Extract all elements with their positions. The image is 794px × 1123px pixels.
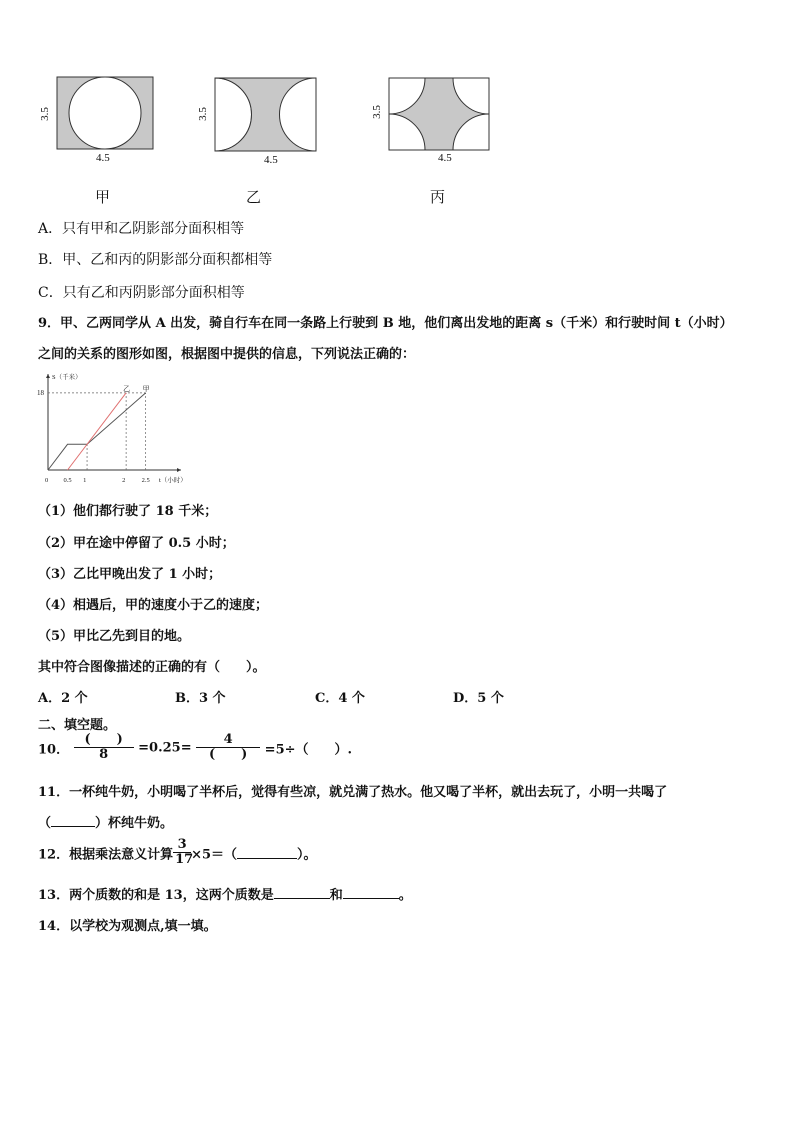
q12-post: ）。 xyxy=(297,847,317,863)
q9-option-a: A．2 个 xyxy=(38,691,88,706)
section-2-title: 二、填空题。 xyxy=(38,718,117,733)
figure-bing xyxy=(372,72,502,176)
q13-prefix: 13．两个质数的和是 13，这两个质数是 xyxy=(38,888,274,903)
q10-suffix: =5÷（ ）. xyxy=(264,742,353,758)
q10-fraction-2-num: 4 xyxy=(196,733,260,748)
q10-mid: =0.25= xyxy=(138,740,192,756)
q8-option-a: A．只有甲和乙阴影部分面积相等 xyxy=(38,221,245,237)
y-axis-arrow xyxy=(46,374,50,378)
x-axis-label: t（小时） xyxy=(159,477,187,484)
q11-line1: 11．一杯纯牛奶，小明喝了半杯后，觉得有些凉，就兑满了热水。他又喝了半杯，就出去玩了，小明一共喝了 xyxy=(38,785,668,800)
x-tick-label-2.5: 2.5 xyxy=(141,477,150,484)
y-axis-label: S（千米） xyxy=(52,374,82,381)
figure-bing-shape xyxy=(372,72,502,172)
q12 xyxy=(38,838,317,868)
q13-post: 。 xyxy=(398,888,412,903)
q9-chart-svg xyxy=(36,368,196,488)
q12-fraction-num: 3 xyxy=(173,838,191,853)
figure-yi-width-label: 4.5 xyxy=(264,154,278,166)
figure-bing-height-label: 3.5 xyxy=(370,105,383,119)
y-tick-label-18: 18 xyxy=(37,388,44,397)
q13-answer-blank-1[interactable] xyxy=(274,886,330,899)
figure-jia-height-label: 3.5 xyxy=(38,107,51,121)
q9-question: 其中符合图像描述的正确的有（ ）。 xyxy=(38,660,266,675)
q13 xyxy=(38,884,412,903)
q14: 14．以学校为观测点,填一填。 xyxy=(38,919,217,934)
q9-statement-3: （3）乙比甲晚出发了 1 小时； xyxy=(38,567,222,582)
q12-answer-blank[interactable] xyxy=(237,846,297,859)
q11-line2-pre: （ xyxy=(38,816,52,831)
q10-prefix: 10． xyxy=(38,742,70,758)
figure-yi-shape xyxy=(198,72,328,172)
q11-line2 xyxy=(38,812,173,831)
q9-statement-5: （5）甲比乙先到目的地。 xyxy=(38,629,191,644)
figure-yi xyxy=(198,72,328,176)
q13-answer-blank-2[interactable] xyxy=(343,886,399,899)
q9-option-c: C．4 个 xyxy=(315,691,365,706)
x-tick-label-1: 1 xyxy=(83,477,87,484)
x-axis-arrow xyxy=(177,468,181,472)
q9-statement-4: （4）相遇后，甲的速度小于乙的速度； xyxy=(38,598,269,613)
q9-statement-2: （2）甲在途中停留了 0.5 小时； xyxy=(38,536,235,551)
q9-statement-1: （1）他们都行驶了 18 千米； xyxy=(38,504,218,519)
q10-fraction-1-num: ( ) xyxy=(74,733,134,748)
q10 xyxy=(38,733,352,763)
q9-option-d: D．5 个 xyxy=(453,691,504,706)
series-line-yi xyxy=(68,393,127,470)
q8-option-c: C．只有乙和丙阴影部分面积相等 xyxy=(38,285,245,301)
q12-op: ×5＝（ xyxy=(191,847,238,863)
q13-mid: 和 xyxy=(329,888,343,903)
figure-bing-width-label: 4.5 xyxy=(438,152,452,164)
q9-option-b: B．3 个 xyxy=(175,691,226,706)
figure-caption-yi: 乙 xyxy=(246,188,262,206)
q12-fraction-den: 17 xyxy=(175,852,194,868)
q12-prefix: 12．根据乘法意义计算 xyxy=(38,847,174,863)
q11-line2-post: ）杯纯牛奶。 xyxy=(95,816,174,831)
q11-answer-blank[interactable] xyxy=(51,814,95,827)
q10-fraction-1 xyxy=(74,733,134,763)
q9-stem-line1: 9．甲、乙两同学从 A 出发，骑自行车在同一条路上行驶到 B 地，他们离出发地的距离 s（千米）和行驶时间 t（小时） xyxy=(38,316,733,331)
series-label-jia: 甲 xyxy=(142,384,150,393)
q8-option-b: B．甲、乙和丙的阴影部分面积都相等 xyxy=(38,252,273,268)
q10-fraction-2-den: ( ) xyxy=(208,747,248,763)
series-label-yi: 乙 xyxy=(123,384,131,393)
q9-stem-line2: 之间的关系的图形如图，根据图中提供的信息，下列说法正确的： xyxy=(38,347,416,362)
figure-jia-width-label: 4.5 xyxy=(96,152,110,164)
q9-chart xyxy=(36,368,196,488)
q10-fraction-2 xyxy=(196,733,260,763)
x-tick-label-2: 2 xyxy=(122,477,126,484)
x-tick-label-0.5: 0.5 xyxy=(63,477,72,484)
q12-fraction xyxy=(173,837,194,868)
q10-fraction-1-den: 8 xyxy=(99,747,109,763)
x-tick-label-0: 0 xyxy=(45,477,49,484)
figure-jia xyxy=(40,72,170,176)
figure-caption-bing: 丙 xyxy=(430,188,446,206)
figure-yi-height-label: 3.5 xyxy=(196,107,209,121)
figure-caption-jia: 甲 xyxy=(95,188,111,206)
